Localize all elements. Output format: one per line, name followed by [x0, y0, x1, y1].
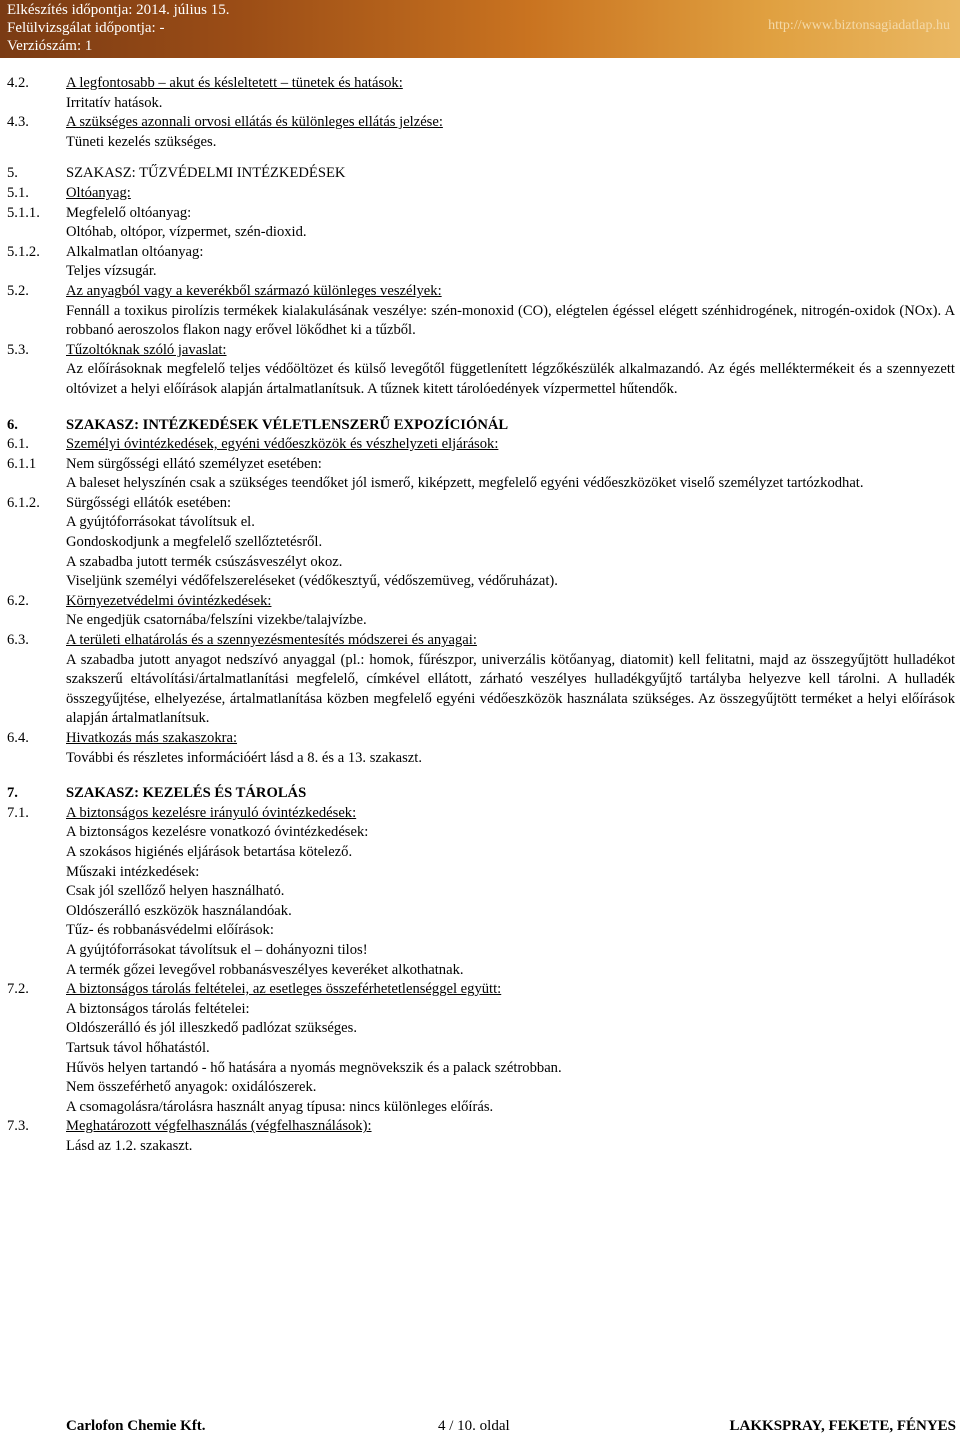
body-text: Teljes vízsugár.	[66, 263, 157, 280]
body-text: Gondoskodjunk a megfelelő szellőztetésről.	[66, 534, 323, 551]
body-text: Oldószerálló eszközök használandóak.	[66, 902, 292, 919]
body-text: Nem összeférhető anyagok: oxidálószerek.	[66, 1079, 317, 1096]
page-footer	[0, 1412, 960, 1438]
list-item	[0, 533, 960, 553]
subsection-title: Az anyagból vagy a keverékből származó különleges veszélyek:	[66, 282, 442, 299]
body-text: A csomagolásra/tárolásra használt anyag típusa: nincs különleges előírás.	[66, 1098, 494, 1115]
section-number: 4.3.	[7, 114, 29, 131]
section-number: 6.4.	[7, 730, 29, 746]
section-row	[0, 494, 960, 514]
section-row	[0, 435, 960, 455]
body-paragraph: Az előírásoknak megfelelő teljes védőöltözet és külső levegőtől függetlenített légzőkészülék alkalmazandó. Az égés melléktermékeit és a szennyezett oltóvizet a helyi előírások alapján ártalmatlanítsuk. A tűznek kitett tárolóedények vízpermettel hűtendők.	[66, 361, 955, 397]
section-number: 6.1.1	[7, 455, 37, 472]
list-item	[0, 1098, 960, 1118]
subsection-title: A biztonságos kezelésre irányuló óvintézkedések:	[66, 804, 357, 821]
section-number: 5.1.1.	[7, 204, 40, 221]
section-number: 6.3.	[7, 632, 29, 649]
body-paragraph: A baleset helyszínén csak a szükséges teendőket jól ismerő, kiképzett, megfelelő egyéni védőeszközöket viselő személyzet tartózkodhat.	[66, 475, 864, 492]
body-text: Hűvös helyen tartandó - hő hatására a nyomás megnövekszik és a palack szétrobban.	[66, 1059, 562, 1076]
section-row	[0, 631, 960, 651]
body-text: Oltóhab, oltópor, vízpermet, szén-dioxid.	[66, 224, 307, 241]
subsection-title: Sürgősségi ellátók esetében:	[66, 494, 232, 511]
section-number: 5.	[7, 165, 18, 182]
body-text: A termék gőzei levegővel robbanásveszélyes keveréket alkothatnak.	[66, 961, 464, 978]
body-text: A szabadba jutott termék csúszásveszélyt okoz.	[66, 553, 343, 570]
section-number: 4.2.	[7, 75, 29, 91]
section-row	[0, 980, 960, 1000]
body-text: A szokásos higiénés eljárások betartása kötelező.	[66, 843, 353, 860]
subsection-title: Környezetvédelmi óvintézkedések:	[66, 592, 272, 609]
section-row	[0, 592, 960, 612]
body-text: Viseljünk személyi védőfelszereléseket (védőkesztyű, védőszemüveg, védőruházat).	[66, 573, 558, 590]
section-row	[0, 223, 960, 243]
section-number: 7.3.	[7, 1118, 29, 1135]
list-item	[0, 1019, 960, 1039]
body-text: Oldószerálló és jól illeszkedő padlózat szükséges.	[66, 1020, 357, 1037]
list-item	[0, 961, 960, 981]
body-text: További és részletes információért lásd a 8. és a 13. szakaszt.	[66, 749, 422, 766]
list-item	[0, 1078, 960, 1098]
section-row	[0, 611, 960, 631]
subsection-title: A szükséges azonnali orvosi ellátás és különleges ellátás jelzése:	[66, 114, 443, 131]
body-paragraph: Fennáll a toxikus pirolízis termékek kialakulásának veszélye: szén-monoxid (CO), elégtelen égéssel elégett szénhidrogének, nitrogén-oxidok (NOx). A robbanó aeroszolos flakon nagy erővel lökődhet ki a tűzből.	[66, 302, 955, 339]
body-text: Irritatív hatások.	[66, 94, 163, 111]
section-number: 5.1.2.	[7, 243, 40, 260]
list-item	[0, 882, 960, 902]
section-row	[0, 341, 960, 361]
page-number: 4 / 10. oldal	[438, 1418, 510, 1434]
subsection-title: Nem sürgősségi ellátó személyzet esetében:	[66, 455, 322, 472]
body-text: A biztonságos kezelésre vonatkozó óvintézkedések:	[66, 824, 369, 841]
section-row	[0, 729, 960, 749]
section-number: 6.2.	[7, 592, 29, 609]
list-item	[0, 941, 960, 961]
section-number: 6.1.	[7, 436, 29, 453]
section-row	[0, 455, 960, 475]
section-title: SZAKASZ: INTÉZKEDÉSEK VÉLETLENSZERŰ EXPOZÍCIÓNÁL	[66, 416, 509, 433]
section-row	[0, 749, 960, 769]
list-item	[0, 1039, 960, 1059]
body-paragraph: A szabadba jutott anyagot nedszívó anyaggal (pl.: homok, fűrészpor, univerzális kötőanyag, diatomit) kell felitatni, majd az összegyűjtött hulladékot szakszerű eltávolítási/ártalmatlanítási megfelelő, címkével ellátott, zárható veszélyes hulladékgyűjtő tartályba helyezve kell tárolni. A hulladék összegyűjtése, elhelyezése, ártalmatlanítása közben megfelelő egyéni védőeszközök használata szükséges. Az összegyűjtött terméket a helyi előírások alapján ártalmatlanítsuk.	[66, 651, 955, 727]
body-text: Műszaki intézkedések:	[66, 863, 200, 880]
list-item	[0, 843, 960, 863]
subsection-title: Alkalmatlan oltóanyag:	[66, 243, 204, 260]
body-text: Csak jól szellőző helyen használható.	[66, 883, 285, 900]
section-number: 5.2.	[7, 282, 29, 299]
product-name: LAKKSPRAY, FEKETE, FÉNYES	[729, 1418, 956, 1434]
section-heading	[0, 164, 960, 184]
list-item	[0, 513, 960, 533]
body-text: A gyújtóforrásokat távolítsuk el.	[66, 514, 255, 531]
section-row	[0, 243, 960, 263]
section-number: 5.3.	[7, 341, 29, 358]
subsection-title: A biztonságos tárolás feltételei, az esetleges összeférhetetlenséggel együtt:	[66, 981, 502, 998]
section-number: 7.2.	[7, 981, 29, 998]
section-row	[0, 282, 960, 302]
section-row	[0, 204, 960, 224]
section-row	[0, 113, 960, 133]
subsection-title: Személyi óvintézkedések, egyéni védőeszközök és vészhelyzeti eljárások:	[66, 436, 499, 453]
body-text: A gyújtóforrásokat távolítsuk el – dohányozni tilos!	[66, 941, 368, 958]
list-item	[0, 902, 960, 922]
section-heading	[0, 416, 960, 436]
subsection-title: Megfelelő oltóanyag:	[66, 204, 192, 221]
list-item	[0, 572, 960, 592]
section-number: 7.1.	[7, 804, 29, 821]
list-item	[0, 921, 960, 941]
section-row	[0, 804, 960, 824]
document-body	[0, 74, 960, 1156]
page-header	[0, 0, 960, 58]
list-item	[0, 823, 960, 843]
section-number: 5.1.	[7, 184, 29, 201]
section-row	[0, 184, 960, 204]
subsection-title: Tűzoltóknak szóló javaslat:	[66, 341, 227, 358]
section-number: 7.	[7, 785, 18, 802]
list-item	[0, 1000, 960, 1020]
subsection-title: A legfontosabb – akut és késleltetett – tünetek és hatások:	[66, 75, 403, 91]
created-date: Elkészítés időpontja: 2014. július 15.	[7, 2, 230, 18]
list-item	[0, 1059, 960, 1079]
section-title: SZAKASZ: KEZELÉS ÉS TÁROLÁS	[66, 785, 307, 802]
section-title: SZAKASZ: TŰZVÉDELMI INTÉZKEDÉSEK	[66, 165, 346, 182]
subsection-title: Oltóanyag:	[66, 184, 131, 201]
section-row	[0, 1137, 960, 1157]
section-row	[0, 74, 960, 94]
section-number: 6.1.2.	[7, 494, 40, 511]
section-row	[0, 262, 960, 282]
website-link[interactable]: http://www.biztonsagiadatlap.hu	[768, 18, 950, 33]
company-name: Carlofon Chemie Kft.	[66, 1418, 206, 1434]
body-text: Ne engedjük csatornába/felszíni vizekbe/talajvízbe.	[66, 612, 367, 629]
section-row	[0, 94, 960, 114]
body-text: Tüneti kezelés szükséges.	[66, 133, 217, 150]
section-number: 6.	[7, 416, 18, 433]
body-text: Lásd az 1.2. szakaszt.	[66, 1137, 193, 1154]
section-row	[0, 133, 960, 153]
body-text: A biztonságos tárolás feltételei:	[66, 1000, 250, 1017]
section-row	[0, 1117, 960, 1137]
subsection-title: Hivatkozás más szakaszokra:	[66, 730, 238, 746]
section-heading	[0, 784, 960, 804]
list-item	[0, 553, 960, 573]
list-item	[0, 863, 960, 883]
version-number: Verziószám: 1	[7, 38, 93, 54]
body-text: Tartsuk távol hőhatástól.	[66, 1039, 210, 1056]
subsection-title: A területi elhatárolás és a szennyezésmentesítés módszerei és anyagai:	[66, 632, 477, 649]
subsection-title: Meghatározott végfelhasználás (végfelhasználások):	[66, 1118, 372, 1135]
revision-date: Felülvizsgálat időpontja: -	[7, 20, 165, 36]
body-text: Tűz- és robbanásvédelmi előírások:	[66, 922, 274, 939]
